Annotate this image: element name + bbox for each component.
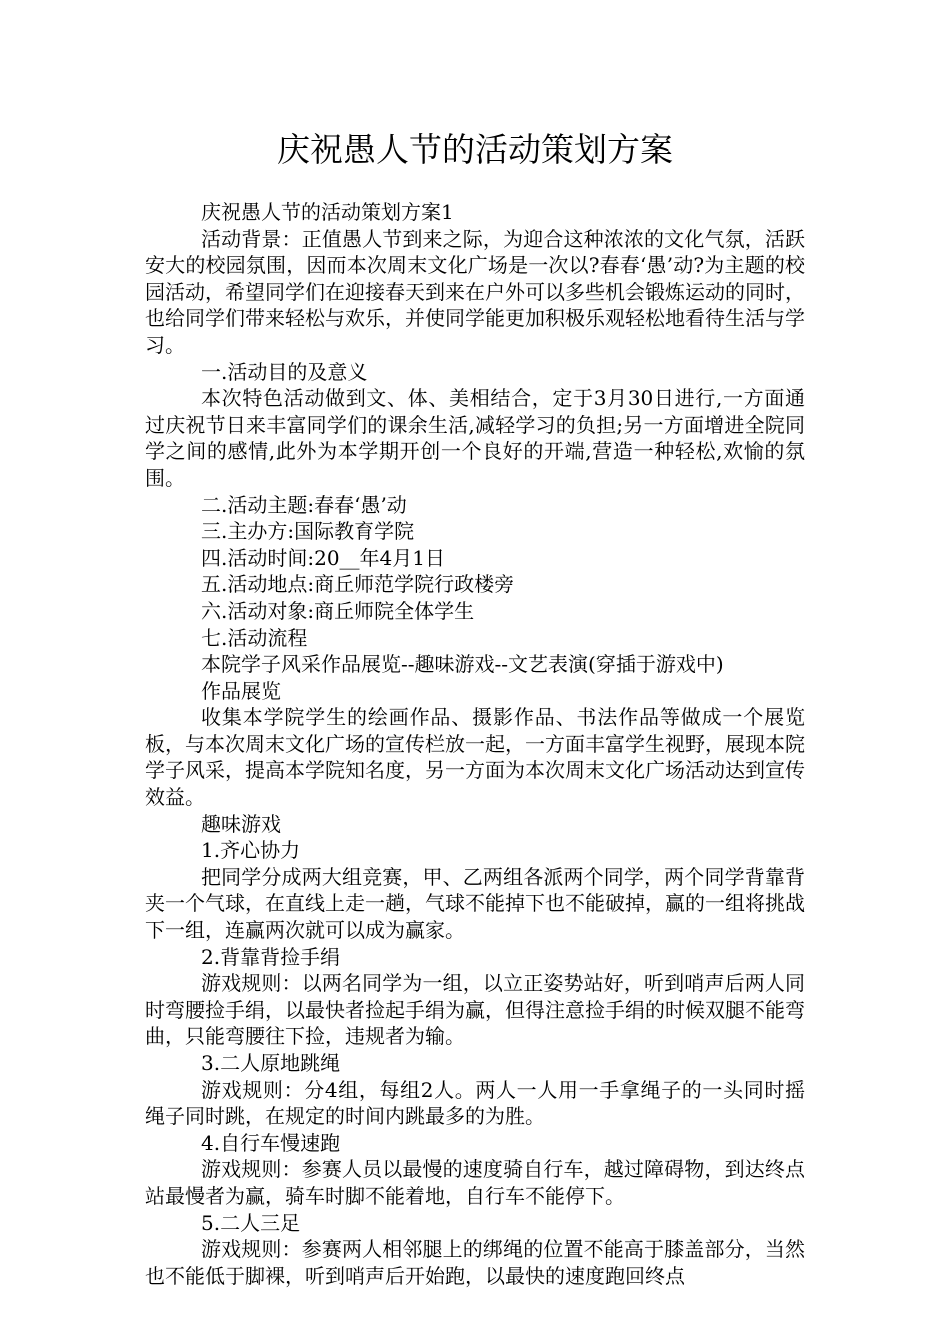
- paragraph: 本院学子风采作品展览--趣味游戏--文艺表演(穿插于游戏中): [201, 652, 724, 677]
- section-heading: 六.活动对象:商丘师院全体学生: [201, 598, 475, 623]
- game-heading: 2.背靠背捡手绢: [201, 944, 341, 969]
- subsection-heading: 趣味游戏: [201, 811, 281, 836]
- section-heading: 四.活动时间:20__年4月1日: [201, 545, 445, 570]
- paragraph: 活动背景：正值愚人节到来之际，为迎合这种浓浓的文化气氛，活跃安大的校园氛围，因而本次周末文化广场是一次以?春春‘愚’动?为主题的校园活动，希望同学们在迎接春天到来在户外可以多些机会锻炼运动的同时，也给同学们带来轻松与欢乐，并使同学能更加积极乐观轻松地看待生活与学习。: [145, 226, 805, 357]
- paragraph: 游戏规则：以两名同学为一组，以立正姿势站好，听到哨声后两人同时弯腰捡手绢，以最快者捡起手绢为赢，但得注意捡手绢的时候双腿不能弯曲，只能弯腰往下捡，违规者为输。: [145, 971, 805, 1049]
- section-heading: 二.活动主题:春春‘愚’动: [201, 492, 407, 517]
- section-heading: 三.主办方:国际教育学院: [201, 519, 415, 544]
- paragraph: 游戏规则：分4组，每组2人。两人一人用一手拿绳子的一头同时摇绳子同时跳，在规定的时间内跳最多的为胜。: [145, 1077, 805, 1129]
- paragraph: 游戏规则：参赛人员以最慢的速度骑自行车，越过障碍物，到达终点站最慢者为赢，骑车时脚不能着地，自行车不能停下。: [145, 1157, 805, 1208]
- document-body: [145, 199, 805, 1289]
- paragraph: 游戏规则：参赛两人相邻腿上的绑绳的位置不能高于膝盖部分，当然也不能低于脚裸，听到哨声后开始跑，以最快的速度跑回终点: [145, 1237, 805, 1288]
- paragraph: 本次特色活动做到文、体、美相结合，定于3月30日进行,一方面通过庆祝节日来丰富同学们的课余生活,减轻学习的负担;另一方面增进全院同学之间的感情,此外为本学期开创一个良好的开端,营造一种轻松,欢愉的氛围。: [145, 386, 805, 490]
- section-heading: 五.活动地点:商丘师范学院行政楼旁: [201, 572, 515, 597]
- section-heading: 一.活动目的及意义: [201, 359, 368, 384]
- game-heading: 5.二人三足: [201, 1210, 301, 1235]
- paragraph: 收集本学院学生的绘画作品、摄影作品、书法作品等做成一个展览板，与本次周末文化广场的宣传栏放一起，一方面丰富学生视野，展现本院学子风采，提高本学院知名度，另一方面为本次周末文化广场活动达到宣传效益。: [145, 705, 805, 810]
- game-heading: 4.自行车慢速跑: [201, 1130, 341, 1155]
- document-title: 庆祝愚人节的活动策划方案: [277, 130, 673, 169]
- game-heading: 3.二人原地跳绳: [201, 1051, 341, 1075]
- paragraph: 庆祝愚人节的活动策划方案1: [201, 200, 454, 224]
- section-heading: 七.活动流程: [201, 625, 308, 650]
- paragraph: 把同学分成两大组竞赛，甲、乙两组各派两个同学，两个同学背靠背夹一个气球，在直线上走一趟，气球不能掉下也不能破掉，赢的一组将挑战下一组，连赢两次就可以成为赢家。: [145, 864, 805, 943]
- subsection-heading: 作品展览: [201, 678, 281, 703]
- game-heading: 1.齐心协力: [201, 838, 301, 863]
